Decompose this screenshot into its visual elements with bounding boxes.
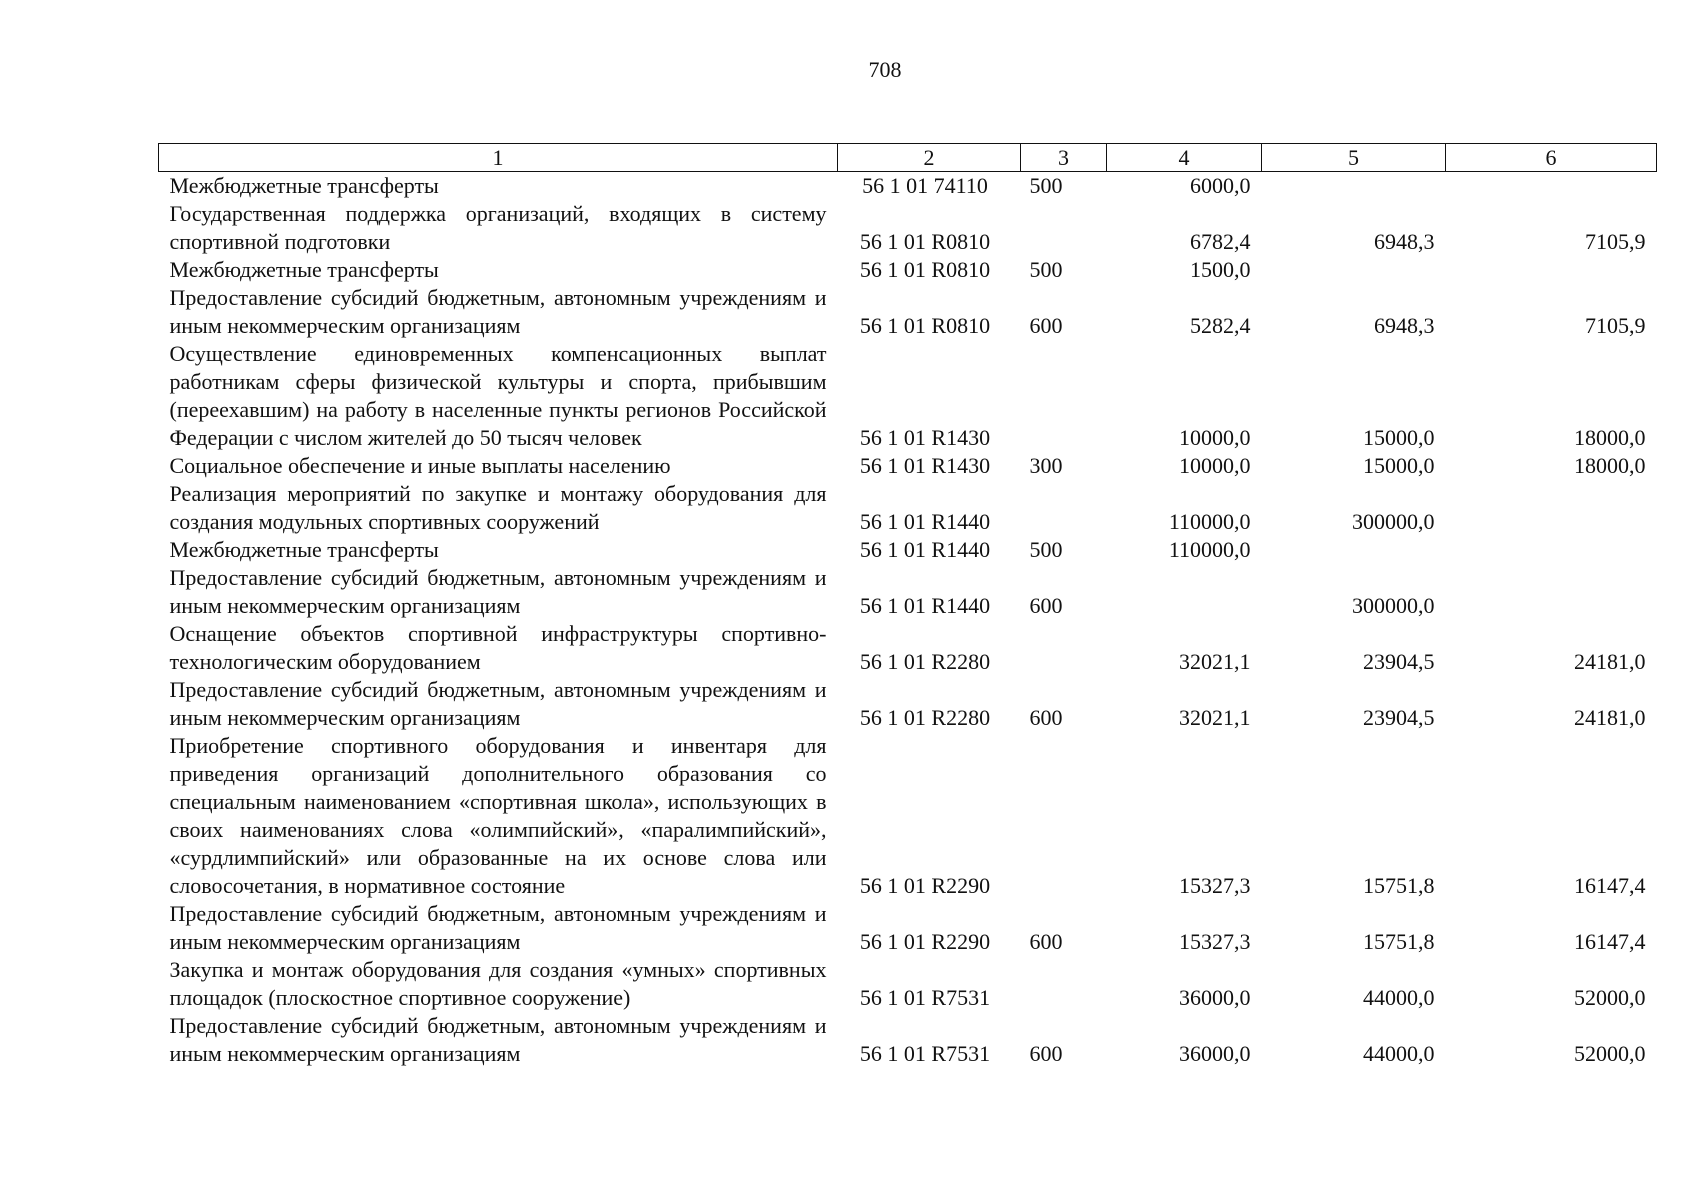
table-row [159,340,1657,452]
row-expense-type-cell: 500 [1029,257,1063,282]
row-expense-type-cell: 500 [1029,173,1063,198]
row-name-cell: Предоставление субсидий бюджетным, автономным учреждениям и иным некоммерческим организациям [169,901,827,954]
row-expense-type-cell: 600 [1029,313,1063,338]
row-value-col4-cell: 32021,1 [1179,649,1251,674]
row-value-col5-cell: 6948,3 [1374,313,1435,338]
row-name-cell: Реализация мероприятий по закупке и монтажу оборудования для создания модульных спортивных сооружений [169,481,827,534]
row-value-col6-cell: 18000,0 [1574,425,1646,450]
header-cell-4: 4 [1107,144,1262,172]
page-number: 708 [868,57,902,82]
row-value-col5-cell: 300000,0 [1352,509,1435,534]
row-value-col6-cell: 7105,9 [1585,229,1646,254]
table-row [159,480,1657,536]
table-body [159,172,1657,1069]
row-name-cell: Предоставление субсидий бюджетным, автономным учреждениям и иным некоммерческим организациям [169,285,827,338]
row-expense-type-cell [1021,340,1107,452]
row-value-col5-cell: 6948,3 [1374,229,1435,254]
row-expense-type-cell: 500 [1029,537,1063,562]
row-value-col5-cell [1262,536,1446,564]
header-cell-1: 1 [159,144,838,172]
row-value-col6-cell: 24181,0 [1574,649,1646,674]
header-cell-3: 3 [1021,144,1107,172]
row-name-cell: Предоставление субсидий бюджетным, автономным учреждениям и иным некоммерческим организациям [169,1013,827,1066]
table-row [159,172,1657,201]
row-name-cell: Осуществление единовременных компенсационных выплат работникам сферы физической культуры и спорта, прибывшим (переехавшим) на работу в населенные пункты регионов Российской Федерации с числом жителей до 50 тысяч человек [169,341,827,450]
row-value-col6-cell: 52000,0 [1574,1041,1646,1066]
row-expense-type-cell [1021,732,1107,900]
row-code-cell: 56 1 01 R7531 [859,1041,991,1066]
row-name-cell: Предоставление субсидий бюджетным, автономным учреждениям и иным некоммерческим организациям [169,565,827,618]
row-value-col6-cell: 16147,4 [1574,873,1646,898]
table-header-row [159,144,1657,172]
header-cell-5: 5 [1262,144,1446,172]
row-code-cell: 56 1 01 R2290 [859,929,991,954]
row-expense-type-cell [1021,956,1107,1012]
table-row [159,956,1657,1012]
row-value-col5-cell: 15751,8 [1363,929,1435,954]
row-value-col6-cell [1446,172,1657,201]
table-row [159,676,1657,732]
row-value-col4-cell: 15327,3 [1179,929,1251,954]
row-expense-type-cell: 600 [1029,1041,1063,1066]
row-value-col6-cell: 24181,0 [1574,705,1646,730]
row-value-col6-cell [1446,256,1657,284]
row-code-cell: 56 1 01 R1430 [859,453,991,478]
row-value-col4-cell: 36000,0 [1179,1041,1251,1066]
row-code-cell: 56 1 01 R2290 [859,873,991,898]
row-value-col5-cell: 23904,5 [1363,705,1435,730]
row-value-col4-cell: 32021,1 [1179,705,1251,730]
row-name-cell: Государственная поддержка организаций, входящих в систему спортивной подготовки [169,201,827,254]
row-value-col6-cell: 7105,9 [1585,313,1646,338]
row-expense-type-cell: 300 [1029,453,1063,478]
row-name-cell: Предоставление субсидий бюджетным, автономным учреждениям и иным некоммерческим организациям [169,677,827,730]
row-expense-type-cell: 600 [1029,929,1063,954]
table-row [159,1012,1657,1068]
row-value-col5-cell: 44000,0 [1363,985,1435,1010]
row-value-col5-cell: 15000,0 [1363,425,1435,450]
row-value-col5-cell: 15000,0 [1363,453,1435,478]
row-value-col4-cell: 6000,0 [1190,173,1251,198]
table-row [159,536,1657,564]
row-value-col4-cell: 5282,4 [1190,313,1251,338]
row-value-col4-cell: 110000,0 [1168,537,1251,562]
row-name-cell: Приобретение спортивного оборудования и инвентаря для приведения организаций дополнительного образования со специальным наименованием «спортивная школа», использующих в своих наименованиях слова «олимпийский», «паралимпийский», «сурдлимпийский» или образованные на их основе слова или словосочетания, в нормативное состояние [169,733,827,898]
row-value-col6-cell: 18000,0 [1574,453,1646,478]
table-row [159,900,1657,956]
table-row [159,256,1657,284]
row-value-col5-cell: 44000,0 [1363,1041,1435,1066]
row-value-col5-cell: 15751,8 [1363,873,1435,898]
row-code-cell: 56 1 01 R1430 [859,425,991,450]
row-name-cell: Закупка и монтаж оборудования для создания «умных» спортивных площадок (плоскостное спортивное сооружение) [169,957,827,1010]
budget-table-container [158,143,1656,1068]
row-name-cell: Социальное обеспечение и иные выплаты населению [169,453,671,478]
row-value-col6-cell [1446,564,1657,620]
row-value-col6-cell [1446,480,1657,536]
row-value-col4-cell: 36000,0 [1179,985,1251,1010]
header-cell-2: 2 [838,144,1021,172]
row-value-col4-cell: 1500,0 [1190,257,1251,282]
row-value-col4-cell: 15327,3 [1179,873,1251,898]
row-name-cell: Межбюджетные трансферты [169,257,439,282]
row-expense-type-cell: 600 [1029,705,1063,730]
row-value-col5-cell [1262,172,1446,201]
row-value-col5-cell [1262,256,1446,284]
row-value-col5-cell: 23904,5 [1363,649,1435,674]
table-row [159,452,1657,480]
row-value-col6-cell: 52000,0 [1574,985,1646,1010]
row-code-cell: 56 1 01 R0810 [859,257,991,282]
header-cell-6: 6 [1446,144,1657,172]
row-value-col5-cell: 300000,0 [1352,593,1435,618]
row-value-col6-cell [1446,536,1657,564]
row-code-cell: 56 1 01 R0810 [859,229,991,254]
row-expense-type-cell [1021,620,1107,676]
row-expense-type-cell: 600 [1029,593,1063,618]
row-code-cell: 56 1 01 R2280 [859,649,991,674]
table-row [159,732,1657,900]
row-value-col4-cell: 10000,0 [1179,453,1251,478]
row-expense-type-cell [1021,200,1107,256]
table-row [159,620,1657,676]
row-expense-type-cell [1021,480,1107,536]
row-code-cell: 56 1 01 R7531 [859,985,991,1010]
row-code-cell: 56 1 01 R0810 [859,313,991,338]
row-value-col4-cell: 110000,0 [1168,509,1251,534]
row-name-cell: Межбюджетные трансферты [169,173,439,198]
row-value-col4-cell: 6782,4 [1190,229,1251,254]
row-code-cell: 56 1 01 R1440 [859,537,991,562]
row-code-cell: 56 1 01 R1440 [859,593,991,618]
row-code-cell: 56 1 01 R2280 [859,705,991,730]
row-name-cell: Межбюджетные трансферты [169,537,439,562]
row-code-cell: 56 1 01 74110 [862,173,988,198]
table-row [159,284,1657,340]
row-name-cell: Оснащение объектов спортивной инфраструктуры спортивно-технологическим оборудованием [169,621,827,674]
table-row [159,200,1657,256]
row-value-col6-cell: 16147,4 [1574,929,1646,954]
row-value-col4-cell: 10000,0 [1179,425,1251,450]
row-code-cell: 56 1 01 R1440 [859,509,991,534]
row-value-col4-cell [1107,564,1262,620]
table-row [159,564,1657,620]
budget-table [158,143,1657,1068]
